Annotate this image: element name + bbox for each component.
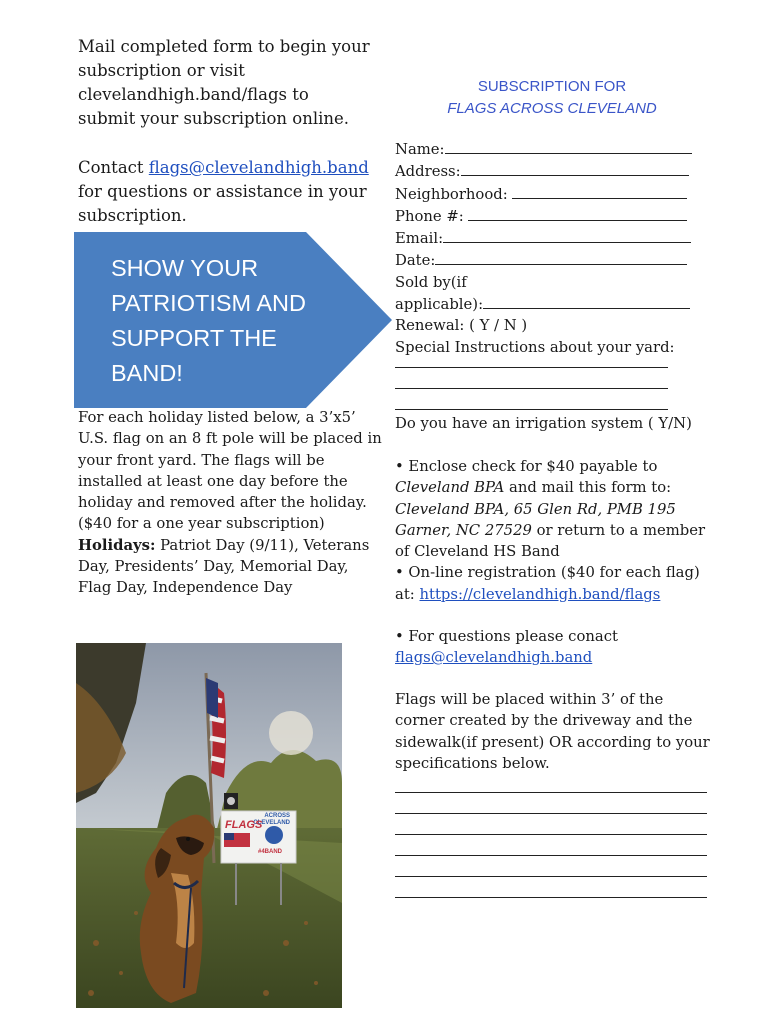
description-line: your front yard. The flags will be [78,451,325,469]
dog-flag-photo [76,643,342,1008]
sold-by-label-2: applicable): [395,296,484,314]
placement-line: corner created by the driveway and the [395,712,693,730]
description [78,407,384,599]
placement-line: specifications below. [395,754,550,772]
email-label: Email: [395,230,444,248]
description-line: For each holiday listed below, a 3’x5’ [78,409,356,426]
bullet-text: at: [395,585,420,603]
contact-line: subscription. [78,206,187,225]
address-field[interactable] [461,160,689,176]
address-label: Address: [395,163,461,181]
sign-title-line: CLEVELAND [253,820,290,826]
specifications-line[interactable] [395,813,707,814]
description-line: installed at least one day before the [78,472,348,490]
holidays-line: Flag Day, Independence Day [78,579,293,597]
date-field[interactable] [435,249,687,265]
description-line: holiday and removed after the holiday. [78,494,367,512]
irrigation-question: Do you have an irrigation system ( Y/N) [395,415,692,432]
payment-info [395,456,715,605]
mailing-address: Cleveland BPA, 65 Glen Rd, PMB 195 [395,500,676,518]
placement-line: Flags will be placed within 3’ of the [395,691,664,708]
renewal-label: Renewal: ( Y / N ) [395,317,528,335]
email-field[interactable] [443,227,691,243]
special-instructions-line[interactable] [395,367,668,368]
bullet-check: • Enclose check for $40 payable to [395,458,658,475]
questions-email-link[interactable]: flags@clevelandhigh.band [395,649,593,667]
description-line: ($40 for a one year subscription) [78,515,325,533]
intro-line: submit your subscription online. [78,109,350,128]
form-header [395,76,709,120]
sign-small-text: #4BAND [258,849,283,855]
banner-line: SHOW YOUR [111,255,259,281]
sold-by-label: Sold by(if [395,273,467,291]
holidays-label: Holidays: [78,536,156,554]
specifications-line[interactable] [395,834,707,835]
banner-line: BAND! [111,360,183,386]
bullet-text: and mail this form to: [504,479,672,497]
neighborhood-field[interactable] [512,183,687,199]
placement-line: sidewalk(if present) OR according to your [395,733,710,751]
specifications-line[interactable] [395,876,707,877]
mailing-address-city: Garner, NC 27529 [395,521,532,539]
banner-line: PATRIOTISM AND [111,290,306,316]
intro-text [78,35,388,131]
bullet-questions: • For questions please conact [395,628,618,645]
sign-big-text: FLAGS [225,819,263,831]
bullet-online: • On-line registration ($40 for each flag) [395,564,700,582]
name-field[interactable] [445,138,692,154]
specifications-line[interactable] [395,897,707,898]
placement-info [395,689,720,774]
bullet-text: of Cleveland HS Band [395,543,560,561]
photo-illustration [76,643,342,1008]
bullet-text: or return to a member [531,521,706,539]
banner-line: SUPPORT THE [111,325,277,351]
subscription-form [395,138,695,358]
date-label: Date: [395,252,436,270]
header-line-1: SUBSCRIPTION FOR [477,78,627,95]
header-line-2: FLAGS ACROSS CLEVELAND [447,100,657,117]
specifications-line[interactable] [395,792,707,793]
special-instructions-line[interactable] [395,409,668,410]
sign-title-line: ACROSS [264,813,290,819]
special-instructions-line[interactable] [395,388,668,389]
special-instructions-label: Special Instructions about your yard: [395,338,675,356]
holidays-text: Patriot Day (9/11), Veterans [155,536,370,554]
banner-text [111,251,306,391]
holidays-line: Day, Presidents’ Day, Memorial Day, [78,558,349,576]
questions-info [395,626,715,669]
contact-text [78,156,388,228]
contact-prefix: Contact [78,158,149,177]
payee-name: Cleveland BPA [395,479,505,497]
intro-line: Mail completed form to begin your [78,37,370,56]
neighborhood-label: Neighborhood: [395,185,513,203]
name-label: Name: [395,141,445,158]
registration-link[interactable]: https://clevelandhigh.band/flags [419,585,661,603]
sold-by-field[interactable] [483,293,690,309]
intro-line: clevelandhigh.band/flags to [78,85,309,104]
intro-line: subscription or visit [78,61,245,80]
phone-label: Phone #: [395,207,469,225]
specifications-line[interactable] [395,855,707,856]
description-line: U.S. flag on an 8 ft pole will be placed in [78,430,382,448]
contact-line: for questions or assistance in your [78,182,367,201]
contact-email-link[interactable]: flags@clevelandhigh.band [148,158,369,177]
phone-field[interactable] [468,205,687,221]
